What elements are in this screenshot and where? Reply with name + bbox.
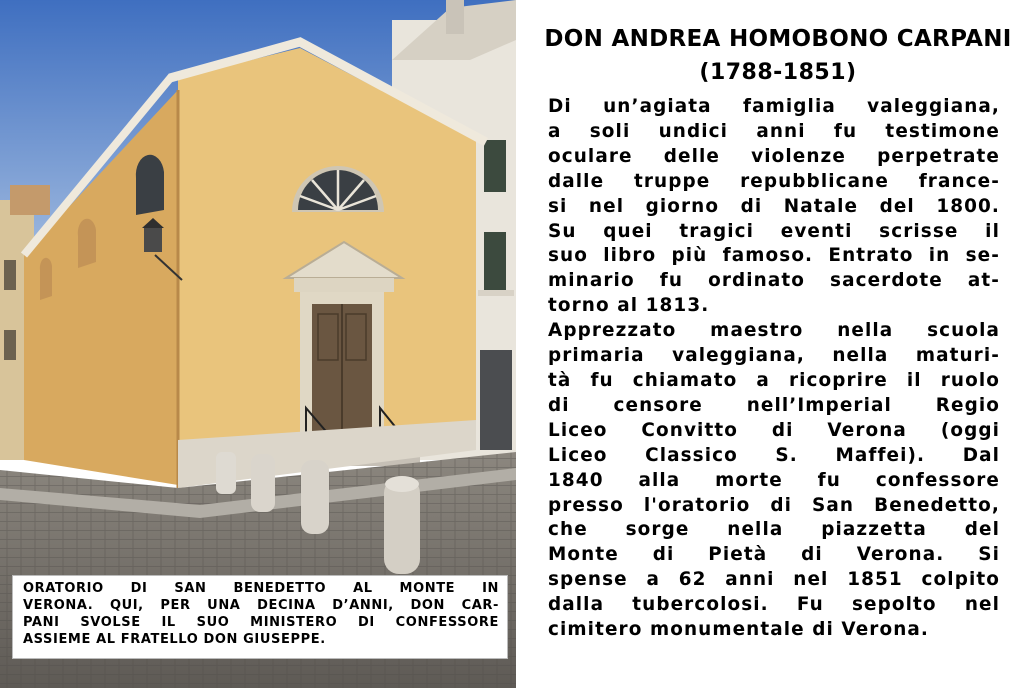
- life-dates: (1788-1851): [699, 60, 857, 85]
- bio-line: minario fu ordinato sacerdote at-: [548, 270, 1000, 292]
- bio-line: suo libro più famoso. Entrato in se-: [548, 245, 1000, 267]
- bio-line: che sorge nella piazzetta del: [548, 519, 1000, 541]
- caption-line: VERONA. QUI, PER UNA DECINA D’ANNI, DON CAR-: [23, 598, 499, 613]
- bio-line: Apprezzato maestro nella scuola: [548, 320, 1000, 342]
- biography-panel: [516, 0, 1024, 688]
- bio-line: di censore nell’Imperial Regio: [548, 394, 1000, 416]
- bio-line: torno al 1813.: [548, 295, 710, 317]
- bio-line: Su quei tragici eventi scrisse il: [548, 220, 1000, 242]
- bio-line: cimitero monumentale di Verona.: [548, 619, 929, 641]
- bio-line: 1840 alla morte fu confessore: [548, 469, 1000, 491]
- caption-line: ORATORIO DI SAN BENEDETTO AL MONTE IN: [23, 581, 499, 596]
- bio-line: primaria valeggiana, nella maturi-: [548, 345, 1000, 367]
- page-title: DON ANDREA HOMOBONO CARPANI: [544, 26, 1012, 52]
- bio-line: a soli undici anni fu testimone: [548, 120, 1000, 142]
- bio-line: oculare delle violenze perpetrate: [548, 145, 1000, 167]
- bio-line: presso l'oratorio di San Benedetto,: [548, 494, 1000, 516]
- bio-line: si nel giorno di Natale del 1800.: [548, 195, 1000, 217]
- bio-line: Liceo Classico S. Maffei). Dal: [548, 444, 1000, 466]
- bio-line: tà fu chiamato a ricoprire il ruolo: [548, 369, 1000, 391]
- bio-line: dalle truppe repubblicane france-: [548, 170, 1000, 192]
- bio-line: spense a 62 anni nel 1851 colpito: [548, 569, 1000, 591]
- side-window: [136, 155, 164, 215]
- bio-line: Monte di Pietà di Verona. Si: [548, 544, 1000, 566]
- photo-caption: [12, 575, 508, 659]
- caption-line: PANI SVOLSE IL SUO MINISTERO DI CONFESSORE: [23, 615, 499, 630]
- bio-line: Di un’agiata famiglia valeggiana,: [548, 96, 1000, 117]
- biography-text: [548, 95, 1000, 643]
- caption-line: ASSIEME AL FRATELLO DON GIUSEPPE.: [23, 632, 326, 647]
- bio-line: dalla tubercolosi. Fu sepolto nel: [548, 594, 1000, 616]
- bio-line: Liceo Convitto di Verona (oggi: [548, 419, 1000, 441]
